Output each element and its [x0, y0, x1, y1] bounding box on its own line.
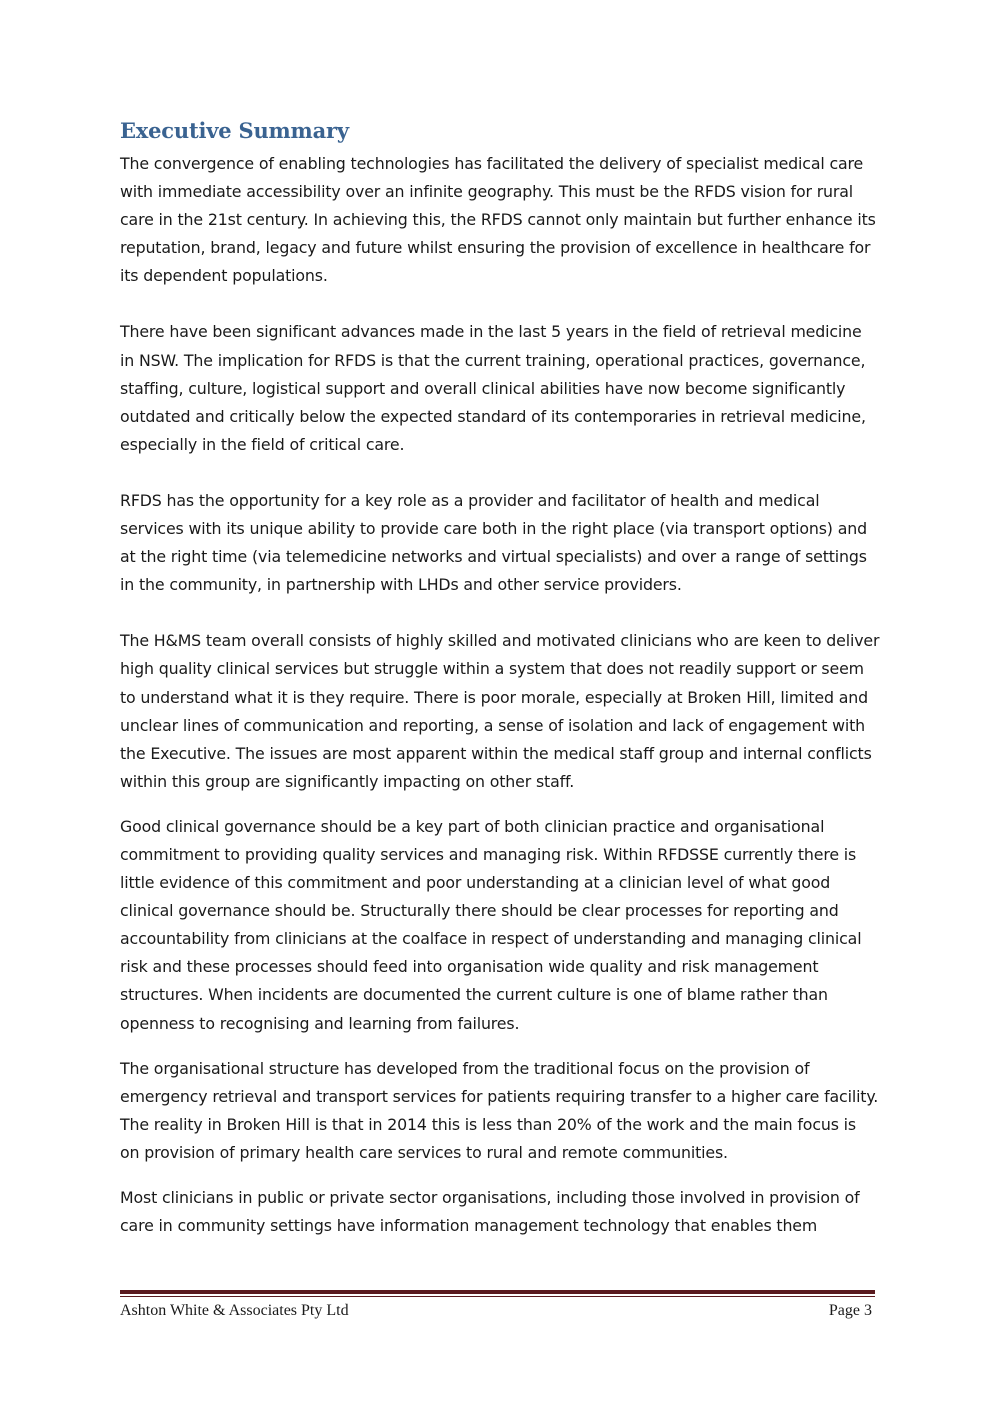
footer-divider-thin [120, 1296, 875, 1297]
paragraph-6: The organisational structure has developed from the traditional focus on the provision of emergency retrieval and transport services for patients requiring transfer to a higher care facility. The reality in Broken Hill is that in 2014 this is less than 20% of the work and the main focus is on provision of primary health care services to rural and remote communities. [120, 1058, 879, 1162]
footer-page-number: Page 3 [828, 1302, 872, 1319]
page-footer [120, 1300, 872, 1324]
paragraph-2: There have been significant advances made in the last 5 years in the field of retrieval medicine in NSW. The implication for RFDS is that the current training, operational practices, governance, staffing, culture, logistical support and overall clinical abilities have now become significantly outdated and critically below the expected standard of its contemporaries in retrieval medicine, especially in the field of critical care. [120, 322, 866, 454]
paragraph-7: Most clinicians in public or private sector organisations, including those involved in provision of care in community settings have information management technology that enables them [120, 1188, 860, 1236]
section-heading: Executive Summary [120, 118, 349, 143]
footer-divider-thick [120, 1290, 875, 1294]
footer-company: Ashton White & Associates Pty Ltd [120, 1302, 349, 1319]
paragraph-3: RFDS has the opportunity for a key role as a provider and facilitator of health and medical services with its unique ability to provide care both in the right place (via transport options) and at the right time (via telemedicine networks and virtual specialists) and over a range of settings in the community, in partnership with LHDs and other service providers. [120, 490, 867, 595]
document-body [120, 116, 880, 1240]
paragraph-5: Good clinical governance should be a key part of both clinician practice and organisational commitment to providing quality services and managing risk. Within RFDSSE currently there is little evidence of this commitment and poor understanding at a clinician level of what good clinical governance should be. Structurally there should be clear processes for reporting and accountability from clinicians at the coalface in respect of understanding and managing clinical risk and these processes should feed into organisation wide quality and risk management structures. When incidents are documented the current culture is one of blame rather than openness to recognising and learning from failures. [120, 816, 862, 1033]
paragraph-1: The convergence of enabling technologies has facilitated the delivery of specialist medical care with immediate accessibility over an infinite geography. This must be the RFDS vision for rural care in the 21st century. In achieving this, the RFDS cannot only maintain but further enhance its reputation, brand, legacy and future whilst ensuring the provision of excellence in healthcare for its dependent populations. [120, 154, 876, 286]
paragraph-4: The H&MS team overall consists of highly skilled and motivated clinicians who are keen to deliver high quality clinical services but struggle within a system that does not readily support or seem to understand what it is they require. There is poor morale, especially at Broken Hill, limited and unclear lines of communication and reporting, a sense of isolation and lack of engagement with the Executive. The issues are most apparent within the medical staff group and internal conflicts within this group are significantly impacting on other staff. [120, 631, 880, 791]
